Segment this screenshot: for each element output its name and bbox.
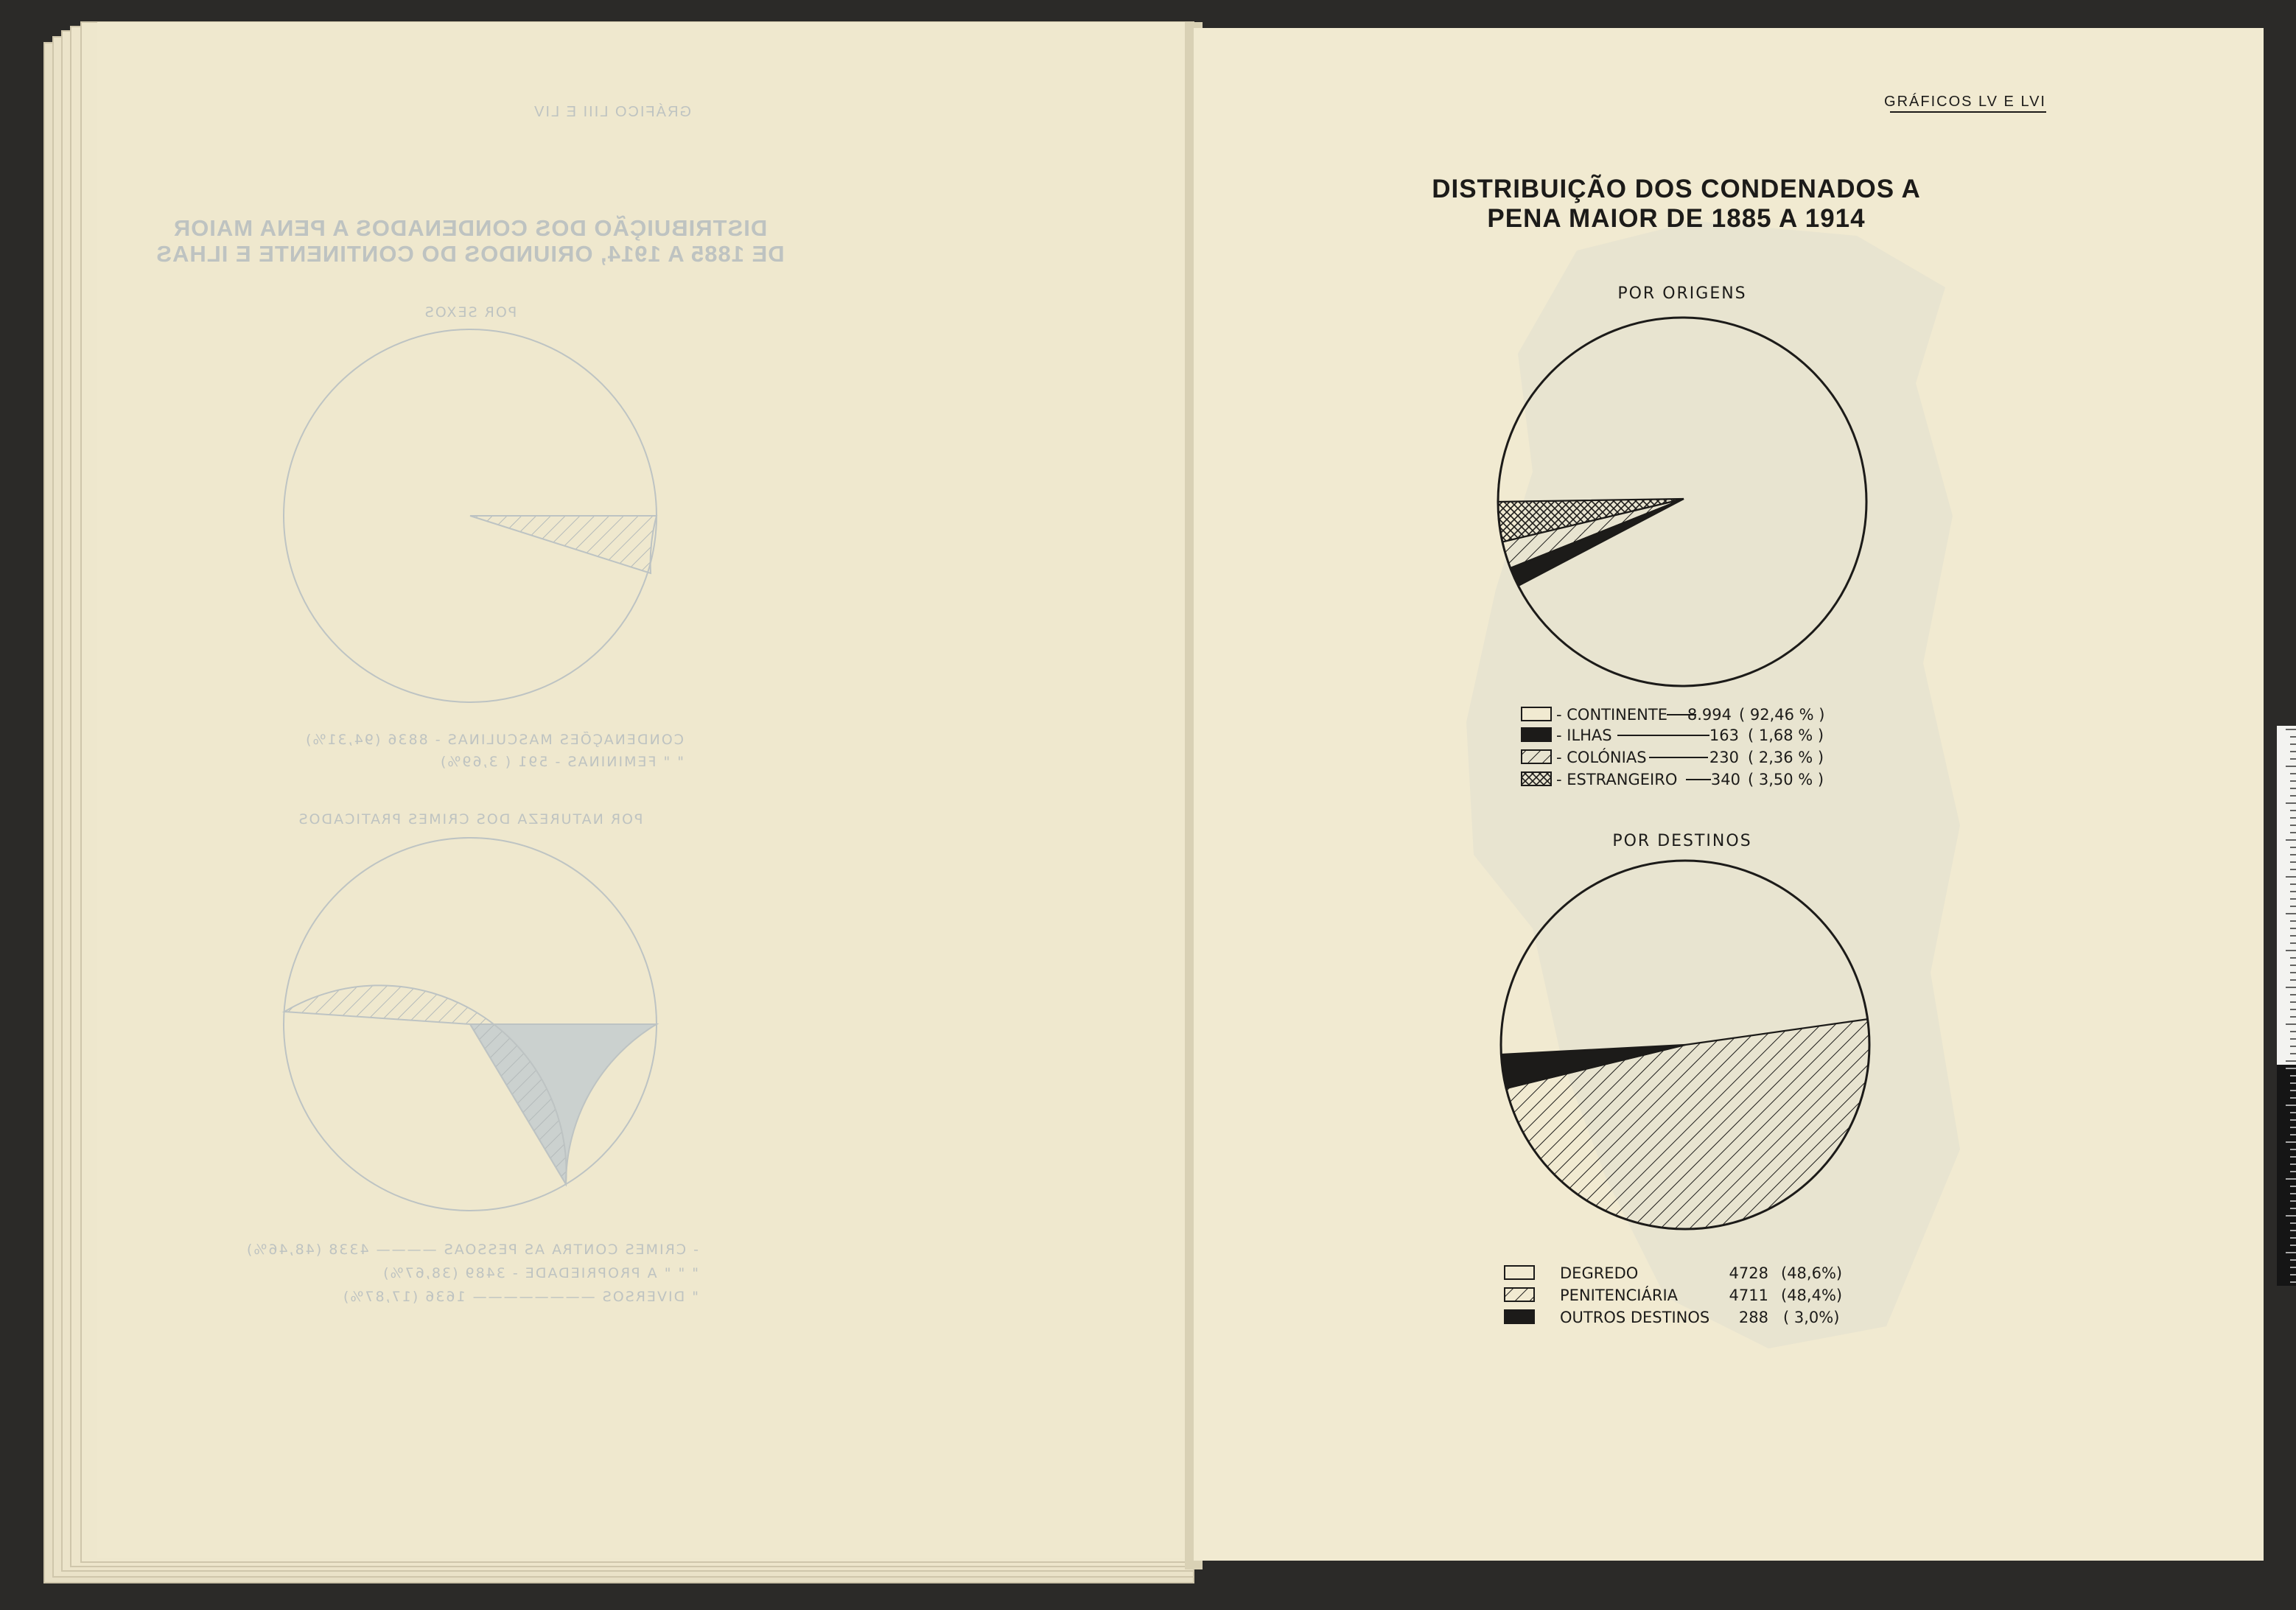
ghost-header: GRÁFICO LIII E LIV: [533, 104, 691, 120]
pie-origins-legend-pct-continente: ( 92,46 % ): [1739, 706, 1825, 724]
pie-origins-legend-row-estrangeiro: [1522, 771, 1824, 788]
pie-origins-swatch-continente: [1522, 707, 1551, 721]
pie-destinations-legend-label-degredo: DEGREDO: [1560, 1264, 1639, 1282]
pie-origins-legend-pct-colonias: ( 2,36 % ): [1748, 749, 1824, 766]
pie-destinations-legend-value-penitenciaria: 4711: [1729, 1287, 1768, 1304]
ghost-subtitle-bottom: POR NATUREZA DOS CRIMES PRATICADOS: [297, 811, 643, 827]
pie-origins-legend-pct-estrangeiro: ( 3,50 % ): [1748, 771, 1824, 788]
pie-origins-legend-label-continente: - CONTINENTE: [1556, 706, 1667, 724]
pie-origins-legend-label-ilhas: - ILHAS: [1556, 727, 1612, 744]
pie-origins-title: POR ORIGENS: [1617, 284, 1747, 303]
pie-origins-legend-pct-ilhas: ( 1,68 % ): [1748, 727, 1824, 744]
pie-origins-legend-label-colonias: - COLÓNIAS: [1556, 749, 1647, 766]
ghost-title-line1: DISTRIBUIÇÃO DOS CONDENADOS A PENA MAIOR: [172, 215, 768, 241]
scan-ruler: [2277, 726, 2296, 1286]
ghost-legend-bottom-3: " DIVERSOS ———————— 1636 (17,87%): [341, 1289, 699, 1305]
ghost-legend-bottom-1: - CRIMES CONTRA AS PESSOAS ———— 4338 (48,46%): [245, 1242, 699, 1258]
pie-origins-swatch-estrangeiro: [1522, 772, 1551, 785]
pie-destinations-legend-value-outros-destinos: 288: [1738, 1309, 1768, 1326]
page-header: GRÁFICOS LV E LVI: [1884, 94, 2046, 110]
pie-destinations-swatch-outros-destinos: [1505, 1310, 1534, 1323]
pie-origins-legend-value-estrangeiro: 340: [1710, 771, 1740, 788]
pie-destinations-legend-pct-penitenciaria: (48,4%): [1781, 1287, 1843, 1304]
ghost-legend-top-1: CONDENAÇÕES MASCULINAS - 8836 (94,31%): [304, 732, 684, 748]
pie-destinations-legend-label-penitenciaria: PENITENCIÁRIA: [1560, 1287, 1679, 1304]
pie-origins-legend-value-ilhas: 163: [1709, 727, 1739, 744]
pie-origins-swatch-ilhas: [1522, 728, 1551, 741]
chart-title-line1: DISTRIBUIÇÃO DOS CONDENADOS A: [1432, 175, 1921, 203]
pie-destinations-legend-value-degredo: 4728: [1729, 1264, 1768, 1282]
pie-destinations-title: POR DESTINOS: [1612, 832, 1752, 850]
pie-origins-legend-value-continente: 8.994: [1687, 706, 1732, 724]
ghost-legend-bottom-2: " " " A PROPRIEDADE - 3489 (38,67%): [382, 1265, 699, 1281]
chart-title-line2: PENA MAIOR DE 1885 A 1914: [1487, 204, 1866, 233]
ghost-legend-top-2: " " FEMININAS - 591 ( 3,69%): [438, 754, 684, 770]
pie-origins-legend-label-estrangeiro: - ESTRANGEIRO: [1556, 771, 1678, 788]
ghost-title-line2: DE 1885 A 1914, ORIUNDOS DO CONTINENTE E ILHAS: [155, 241, 785, 267]
pie-origins-legend-value-colonias: 230: [1709, 749, 1739, 766]
pie-destinations-swatch-penitenciaria: [1505, 1288, 1534, 1301]
pie-destinations-swatch-degredo: [1505, 1266, 1534, 1279]
ghost-subtitle-top: POR SEXOS: [423, 304, 517, 321]
pie-destinations-legend-pct-outros-destinos: ( 3,0%): [1783, 1309, 1840, 1326]
pie-origins-swatch-colonias: [1522, 750, 1551, 763]
pie-destinations-legend-label-outros-destinos: OUTROS DESTINOS: [1560, 1309, 1710, 1326]
pie-destinations-legend-pct-degredo: (48,6%): [1781, 1264, 1843, 1282]
